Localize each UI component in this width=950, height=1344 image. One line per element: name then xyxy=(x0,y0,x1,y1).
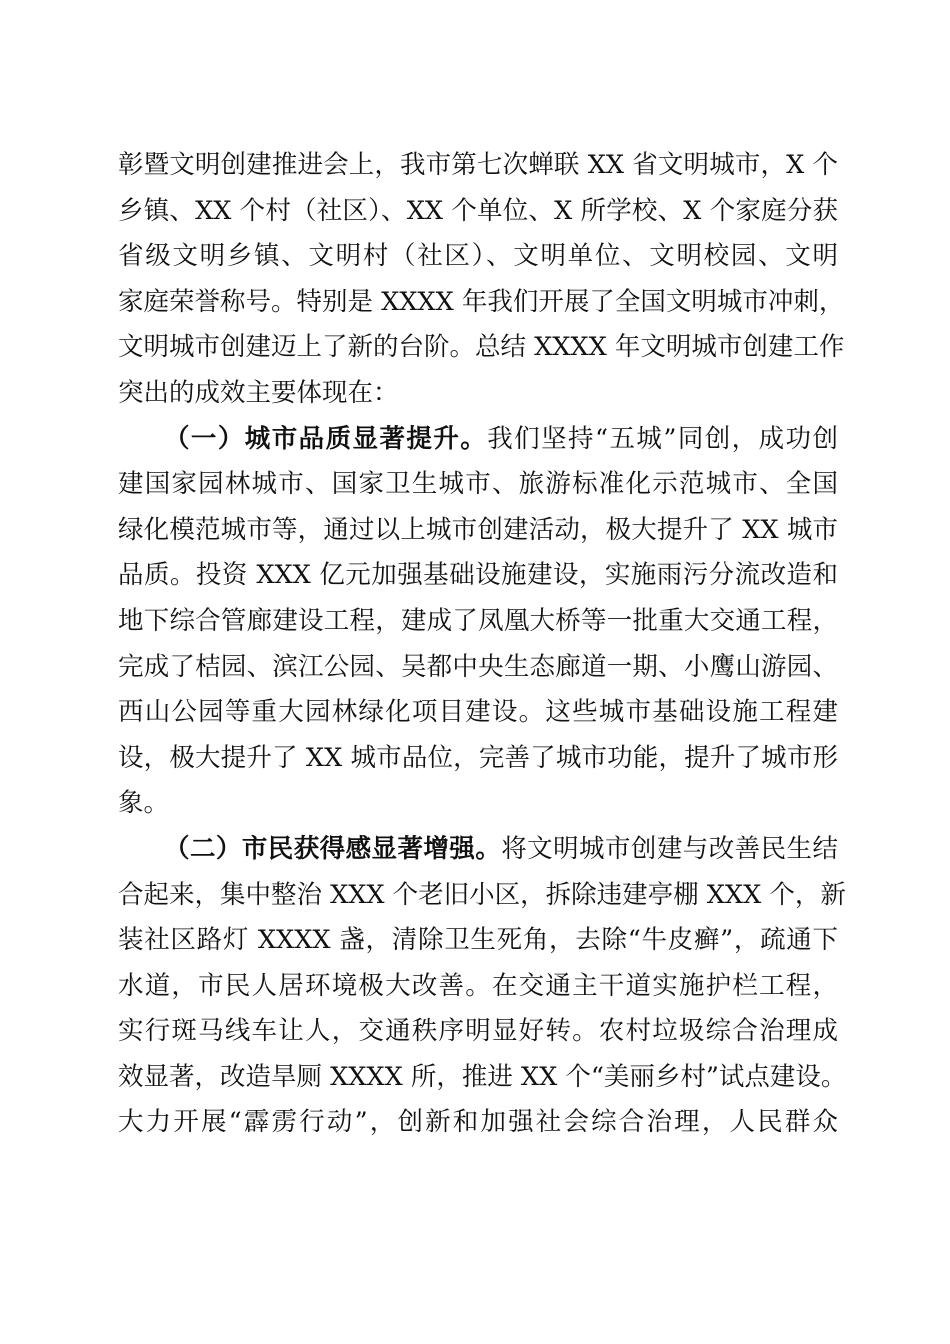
text-line: 设，极大提升了 XX 城市品位，完善了城市功能，提升了城市形 xyxy=(118,742,838,773)
text-line: 西山公园等重大园林绿化项目建设。这些城市基础设施工程建 xyxy=(118,697,838,728)
text-line: 地下综合管廊建设工程，建成了凤凰大桥等一批重大交通工程， xyxy=(118,605,838,636)
text-line: 乡镇、XX 个村（社区）、XX 个单位、X 所学校、X 个家庭分获 xyxy=(118,195,838,226)
document-body xyxy=(118,143,847,1146)
section-city-quality xyxy=(118,417,838,827)
text-line: 完成了桔园、滨江公园、吴都中央生态廊道一期、小鹰山游园、 xyxy=(118,651,838,682)
text-line: 文明城市创建迈上了新的台阶。总结 XXXX 年文明城市创建工作 xyxy=(118,332,845,363)
text-line: 品质。投资 XXX 亿元加强基础设施建设，实施雨污分流改造和 xyxy=(118,560,838,591)
paragraph-intro xyxy=(118,143,845,417)
text-line: 合起来，集中整治 XXX 个老旧小区，拆除违建亭棚 XXX 个，新 xyxy=(118,879,846,910)
text-line: 省级文明乡镇、文明村（社区）、文明单位、文明校园、文明 xyxy=(118,241,838,272)
text-line: 绿化模范城市等，通过以上城市创建活动，极大提升了 XX 城市 xyxy=(118,514,838,545)
text-line: 家庭荣誉称号。特别是 XXXX 年我们开展了全国文明城市冲刺， xyxy=(118,286,845,317)
section-heading: （一）城市品质显著提升。 xyxy=(164,423,488,454)
section-first-line-text: 我们坚持“五城”同创，成功创 xyxy=(487,423,838,454)
section-citizen-gain xyxy=(118,827,847,1146)
section-first-line xyxy=(118,827,838,873)
text-line: 装社区路灯 XXXX 盏，清除卫生死角，去除“牛皮癣”，疏通下 xyxy=(118,925,838,956)
text-line: 水道，市民人居环境极大改善。在交通主干道实施护栏工程， xyxy=(118,970,838,1001)
text-line: 实行斑马线车让人，交通秩序明显好转。农村垃圾综合治理成 xyxy=(118,1016,838,1047)
text-line: 突出的成效主要体现在： xyxy=(118,377,399,408)
section-heading: （二）市民获得感显著增强。 xyxy=(164,833,502,864)
text-line: 建国家园林城市、国家卫生城市、旅游标准化示范城市、全国 xyxy=(118,469,838,500)
text-line: 大力开展“霹雳行动”，创新和加强社会综合治理，人民群众 xyxy=(118,1107,838,1138)
text-line: 彰暨文明创建推进会上，我市第七次蝉联 XX 省文明城市，X 个 xyxy=(118,150,838,180)
section-first-line-text: 将文明城市创建与改善民生结 xyxy=(501,833,838,864)
text-line: 象。 xyxy=(118,788,170,819)
section-first-line xyxy=(118,417,838,463)
text-line: 效显著，改造旱厕 XXXX 所，推进 XX 个“美丽乡村”试点建设。 xyxy=(118,1061,847,1092)
